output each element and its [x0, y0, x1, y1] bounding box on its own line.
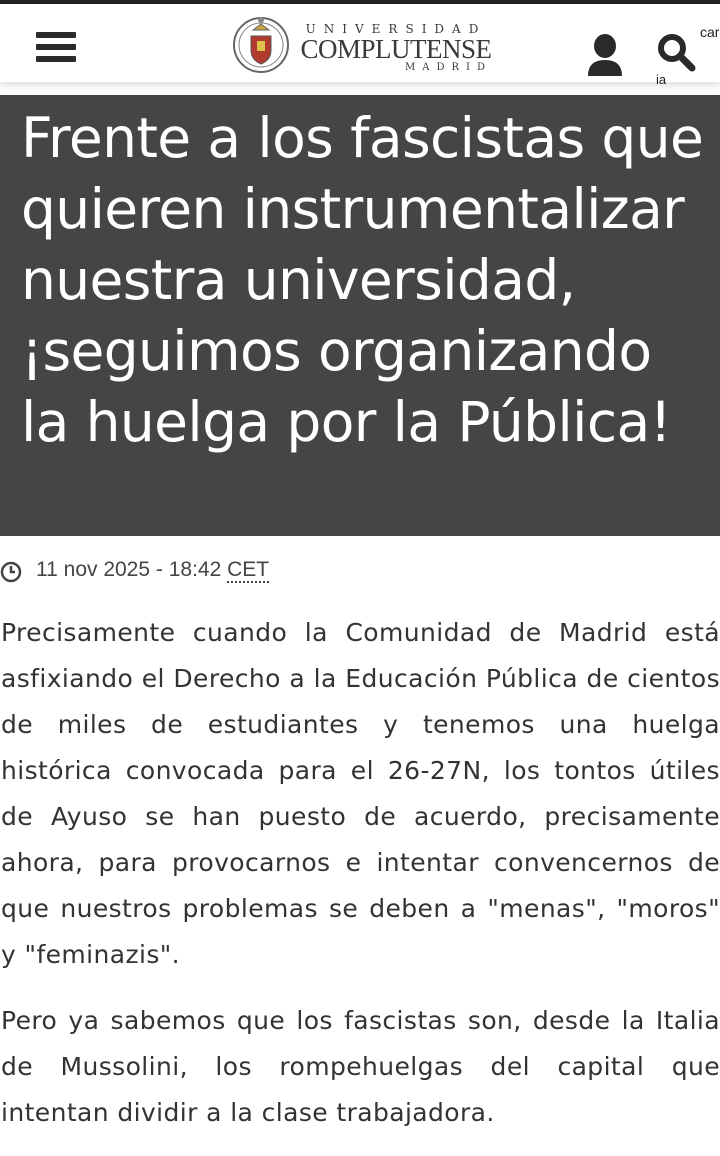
- publish-datetime: 11 nov 2025 - 18:42: [36, 558, 222, 581]
- timezone-abbr: CET: [227, 558, 270, 581]
- university-seal-icon: [232, 12, 290, 78]
- user-icon: [586, 34, 624, 78]
- hamburger-menu-icon: [36, 32, 76, 62]
- logo-line-complutense: COMPLUTENSE: [300, 34, 492, 64]
- search-button[interactable]: [656, 32, 696, 72]
- university-logo[interactable]: [232, 12, 502, 82]
- logo-wordmark: [296, 22, 496, 74]
- publish-date: [36, 558, 269, 582]
- article-title: Frente a los fascistas que quieren instrumentalizar nuestra universidad, ¡seguimos organizando la huelga por la Pública!: [21, 106, 704, 454]
- logo-line-madrid: MADRID: [405, 62, 492, 73]
- menu-button[interactable]: [36, 32, 76, 72]
- search-label-fragment-2: ia: [656, 72, 667, 87]
- search-label-fragment: car: [700, 24, 720, 40]
- search-icon: [656, 32, 696, 72]
- user-account-button[interactable]: [586, 34, 624, 78]
- logo-line-universidad: UNIVERSIDAD: [305, 22, 487, 36]
- article-paragraph: Precisamente cuando la Comunidad de Madrid está asfixiando el Derecho a la Educación Pública de cientos de miles de estudiantes y tenemos una huelga histórica convocada para el 26-27N, los tontos útiles de Ayuso se han puesto de acuerdo, precisamente ahora, para provocarnos e intentar convencernos de que nuestros problemas se deben a "menas", "moros" y "feminazis".: [1, 618, 720, 969]
- clock-icon: [0, 561, 22, 583]
- article-body: [1, 610, 720, 1156]
- site-header: [0, 4, 720, 87]
- article-paragraph: Pero ya sabemos que los fascistas son, desde la Italia de Mussolini, los rompehuelgas del capital que intentan dividir a la clase trabajadora.: [1, 1006, 720, 1127]
